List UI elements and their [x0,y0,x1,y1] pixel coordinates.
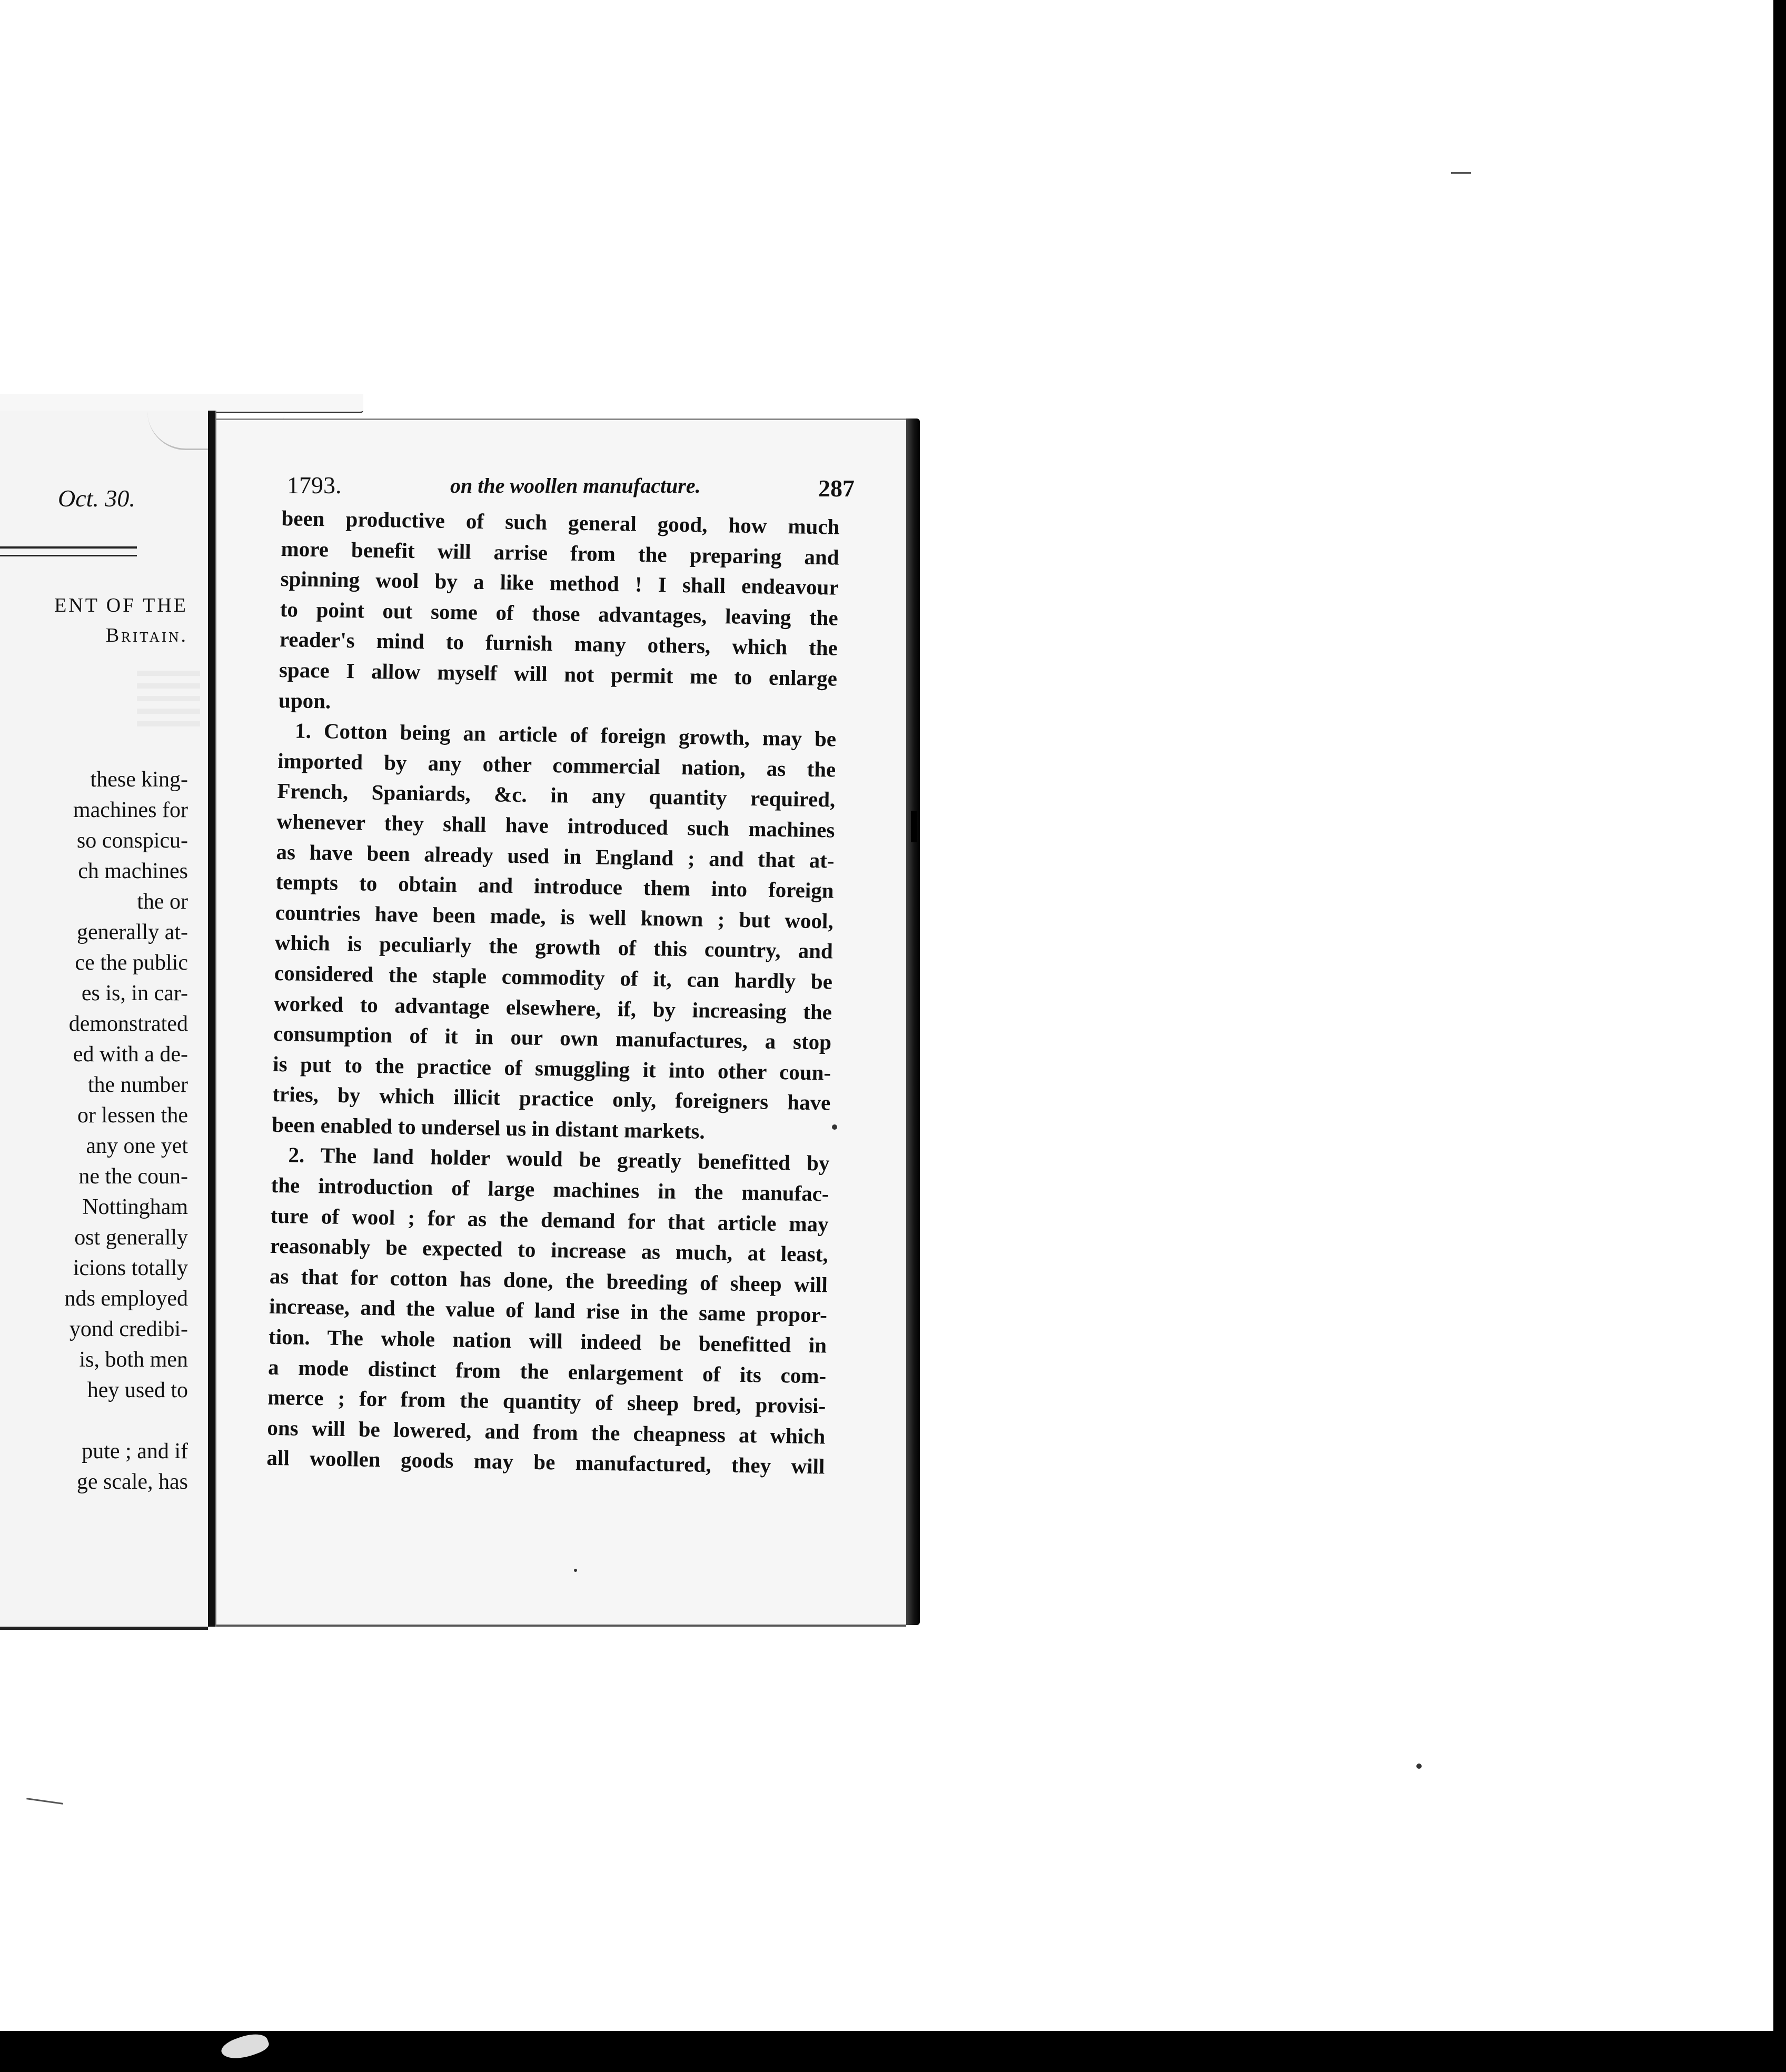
left-text-line: ed with a de- [73,1042,188,1067]
scan-frame-right-edge [1773,0,1786,2072]
text-line: been enabled to undersel us in distant markets. [272,1112,706,1143]
text-line: countries have been made, is well known ; but wool, [275,900,834,933]
text-line: whenever they shall have introduced such machines [276,809,835,842]
left-running-head: Oct. 30. [58,485,135,512]
text-line: ture of wool ; for as the demand for that article may [270,1203,829,1237]
left-page-fragment [0,411,208,1630]
text-line: as that for cotton has done, the breeding of sheep will [269,1263,828,1297]
scan-speck [26,1798,63,1805]
left-double-rule [0,546,137,556]
text-line: reader's mind to furnish many others, which the [279,627,838,660]
text-line: as have been already used in England ; and that at- [276,839,835,873]
text-line: consumption of it in our own manufactures, a stop [273,1021,832,1054]
left-text-line: yond credibi- [69,1317,188,1341]
page-edge-mark [911,811,917,842]
scan-frame-bottom-edge [0,2031,1786,2072]
left-text-line: is, both men [79,1348,188,1372]
left-text-line: es is, in car- [81,981,188,1005]
left-heading-line: Britain. [105,624,188,646]
left-text-line: pute ; and if [82,1439,188,1463]
paragraph-start-line: 2. The land holder would be greatly benefitted by [288,1142,830,1176]
text-line: upon. [278,688,331,713]
left-text-line: machines for [73,798,188,822]
text-line: tempts to obtain and introduce them into foreign [275,870,834,903]
text-line: to point out some of those advantages, leaving the [280,596,839,630]
left-text-line: demonstrated [68,1012,188,1036]
text-line: increase, and the value of land rise in the same propor- [269,1294,828,1327]
left-heading-line: ENT OF THE [54,594,188,616]
text-line: French, Spaniards, &c. in any quantity required, [277,779,836,812]
text-line: which is peculiarly the growth of this country, and [274,930,834,963]
left-text-line: so conspicu- [76,829,188,853]
text-line: merce ; for from the quantity of sheep bred, provisi- [267,1385,826,1418]
left-text-line: the number [87,1073,188,1097]
text-line: more benefit will arrise from the preparing and [281,536,839,570]
left-text-line: icions totally [73,1256,188,1280]
text-line: space I allow myself will not permit me to enlarge [279,657,838,691]
left-text-line: any one yet [86,1134,188,1158]
right-page-edge [906,419,920,1625]
left-text-line: ne the coun- [78,1164,188,1189]
scan-speck [832,1124,837,1130]
left-text-line: generally at- [76,920,188,944]
book-spine [208,411,215,1627]
left-faded-print [137,669,200,726]
running-head [287,471,855,503]
text-line: ons will be lowered, and from the cheapness at which [267,1415,826,1449]
text-line: imported by any other commercial nation, as the [277,748,836,782]
paragraph-start-line: 1. Cotton being an article of foreign growth, may be [294,718,837,751]
running-head-year: 1793. [287,472,342,499]
left-text-line: ch machines [78,859,188,883]
running-head-title: on the woollen manufacture. [450,474,701,497]
text-line: the introduction of large machines in the manufac- [271,1172,829,1206]
text-line: is put to the practice of smuggling it into other coun- [272,1051,831,1085]
left-text-line: ce the public [75,951,188,975]
scan-speck [1416,1764,1422,1769]
text-line: considered the staple commodity of it, can hardly be [274,960,833,994]
left-text-line: nds employed [64,1287,188,1311]
left-text-line: these king- [90,768,188,792]
body-text [266,503,840,1482]
left-text-line: Nottingham [82,1195,188,1219]
text-line: tries, by which illicit practice only, foreigners have [272,1082,831,1115]
text-line: spinning wool by a like method ! I shall endeavour [280,566,839,600]
left-text-line: ge scale, has [76,1470,188,1494]
left-text-line: the or [137,890,188,914]
left-text-line: or lessen the [77,1103,188,1128]
scan-speck [1451,172,1471,174]
text-line: been productive of such general good, how much [281,505,840,539]
text-line: reasonably be expected to increase as much, at least, [270,1233,829,1267]
text-line: all woollen goods may be manufactured, they will [266,1446,825,1479]
left-text-line: ost generally [74,1226,188,1250]
text-line: worked to advantage elsewhere, if, by increasing the [273,991,832,1024]
left-text-line: hey used to [87,1378,188,1402]
scan-speck [574,1569,577,1572]
page-number: 287 [818,475,855,502]
text-line: a mode distinct from the enlargement of its com- [267,1354,827,1388]
text-line: tion. The whole nation will indeed be benefitted in [268,1324,827,1358]
